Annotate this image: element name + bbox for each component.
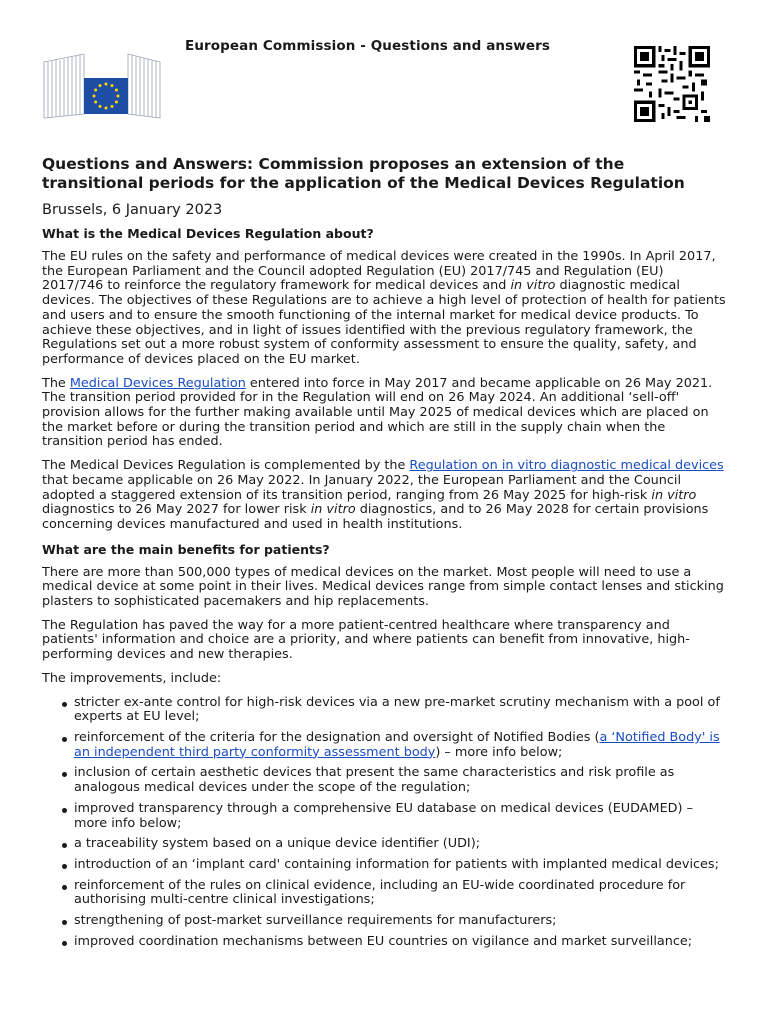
section-heading-about: What is the Medical Devices Regulation about? (42, 226, 374, 241)
article-title: Questions and Answers: Commission proposes an extension of the transitional periods for the application of the Medical Devices Regulation (42, 155, 685, 192)
list-item: improved transparency through a comprehensive EU database on medical devices (EUDAMED) –more info below; (74, 802, 726, 831)
european-commission-logo (42, 50, 162, 120)
mdr-link[interactable]: Medical Devices Regulation (69, 375, 246, 391)
paragraph: The Regulation has paved the way for a more patient-centred healthcare where transparency and patients' information and choice are a priority, and where patients can benefit from innovative, high-performing devices and new therapies. (42, 617, 690, 663)
dateline: Brussels, 6 January 2023 (42, 202, 223, 218)
ivdr-link[interactable]: Regulation on in vitro diagnostic medical devices (409, 458, 724, 474)
list-item: inclusion of certain aesthetic devices that present the same characteristics and risk profile as analogous medical devices under the scope of the regulation; (74, 766, 726, 795)
qr-code-icon (632, 46, 712, 122)
paragraph: The Medical Devices Regulation is complemented by the Regulation on in vitro diagnostic medical devices that became applicable on 26 May 2022. In January 2022, the European Parliament and the Council adopted a staggered extension of its transition period, ranging from 26 May 2025 for high-risk in vitro diagnostics to 26 May 2027 for lower risk in vitro diagnostics, and to 26 May 2028 for certain provisions concerning devices manufactured and used in health institutions. (42, 458, 724, 532)
paragraph: The Medical Devices Regulation entered into force in May 2017 and became applicable on 26 May 2021. The transition period provided for in the Regulation will end on 26 May 2024. An additional ‘sell-off' provision allows for the further making available until May 2025 of medical devices which are placed on the market before or during the transition period and which are still in the supply chain when the transition period has ended. (42, 375, 713, 450)
article-body (42, 155, 726, 955)
notified-body-link[interactable]: a ‘Notified Body' is an independent third party conformity assessment body (74, 729, 720, 760)
list-item: a traceability system based on a unique device identifier (UDI); (74, 837, 726, 852)
list-item: reinforcement of the criteria for the designation and oversight of Notified Bodies (a ‘Notified Body' is an independent third party conformity assessment body) – more info below; (74, 731, 726, 760)
section-heading-benefits: What are the main benefits for patients? (42, 541, 330, 557)
list-item: improved coordination mechanisms between EU countries on vigilance and market surveillance; (74, 935, 726, 950)
list-item: introduction of an ‘implant card' containing information for patients with implanted medical devices; (74, 858, 726, 873)
list-item: strengthening of post-market surveillance requirements for manufacturers; (74, 914, 726, 929)
list-item: reinforcement of the rules on clinical evidence, including an EU-wide coordinated procedure for authorising multi-centre clinical investigations; (74, 879, 726, 908)
improvements-list (42, 696, 726, 950)
paragraph: The EU rules on the safety and performance of medical devices were created in the 1990s. In April 2017, the European Parliament and the Council adopted Regulation (EU) 2017/745 and Regulation (EU) 2017/746 to reinforce the regulatory framework for medical devices and in vitro diagnostic medical devices. The objectives of these Regulations are to achieve a high level of protection of health for patients and users and to ensure the smooth functioning of the internal market for medical device products. To achieve these objectives, and in light of issues identified with the previous regulatory framework, the Regulations set out a more robust system of conformity assessment to ensure the quality, safety, and performance of devices placed on the EU market. (42, 249, 726, 367)
list-item: stricter ex-ante control for high-risk devices via a new pre-market scrutiny mechanism with a pool of experts at EU level; (74, 696, 726, 725)
header-title: European Commission - Questions and answers (185, 38, 550, 54)
paragraph: The improvements, include: (42, 670, 222, 686)
paragraph: There are more than 500,000 types of medical devices on the market. Most people will need to use a medical device at some point in their lives. Medical devices range from simple contact lenses and sticking plasters to sophisticated pacemakers and hip replacements. (42, 564, 724, 610)
